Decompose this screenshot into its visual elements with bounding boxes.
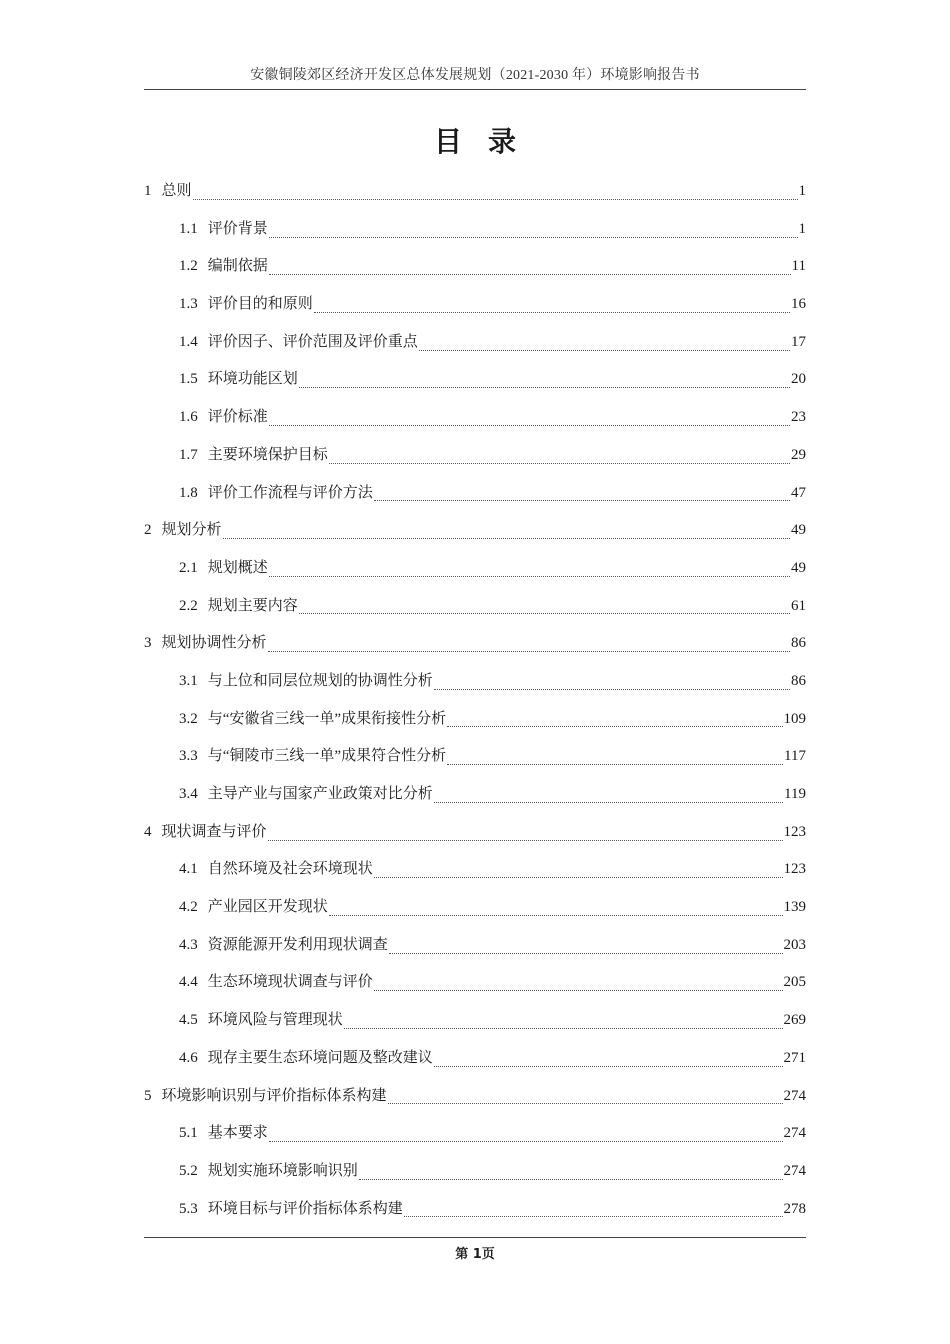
toc-entry-page: 1 (798, 183, 806, 199)
toc-chapter-entry[interactable] (144, 517, 806, 555)
table-of-contents (144, 178, 806, 1233)
dot-leader (269, 424, 790, 426)
toc-entry-page: 1 (798, 220, 806, 237)
toc-entry-number: 4.5 (179, 1012, 198, 1029)
page-number: 第 1页 (455, 1247, 495, 1262)
toc-entry-label: 环境功能区划 (207, 371, 298, 388)
toc-section-entry[interactable] (144, 1158, 806, 1196)
toc-section-entry[interactable] (144, 291, 806, 329)
toc-entry-number: 4.1 (179, 861, 198, 878)
dot-leader (269, 575, 790, 577)
toc-section-entry[interactable] (144, 442, 806, 480)
header-divider (144, 89, 806, 90)
toc-entry-page: 139 (783, 899, 806, 916)
toc-section-entry[interactable] (144, 856, 806, 894)
toc-section-entry[interactable] (144, 1196, 806, 1234)
toc-chapter-entry[interactable] (144, 178, 806, 216)
toc-entry-number: 4.4 (179, 974, 198, 991)
dot-leader (404, 1215, 783, 1217)
toc-entry-label: 环境目标与评价指标体系构建 (207, 1200, 403, 1217)
toc-entry-number: 1.6 (179, 409, 198, 426)
toc-entry-page: 274 (783, 1125, 806, 1142)
toc-section-entry[interactable] (144, 932, 806, 970)
toc-section-entry[interactable] (144, 555, 806, 593)
dot-leader (447, 725, 782, 727)
dot-leader (268, 650, 790, 652)
toc-entry-number: 1.8 (179, 484, 198, 501)
toc-entry-page: 109 (783, 710, 806, 727)
toc-entry-page: 271 (783, 1049, 806, 1066)
toc-entry-number: 3 (144, 635, 152, 652)
toc-entry-page: 61 (791, 597, 806, 614)
dot-leader (269, 236, 798, 238)
toc-entry-label: 资源能源开发利用现状调查 (207, 936, 388, 953)
toc-entry-page: 29 (791, 446, 806, 463)
toc-chapter-entry[interactable] (144, 819, 806, 857)
toc-entry-number: 5.2 (179, 1162, 198, 1179)
dot-leader (419, 349, 790, 351)
toc-entry-number: 4 (144, 823, 152, 840)
dot-leader (223, 537, 790, 539)
toc-entry-page: 49 (791, 522, 806, 539)
toc-entry-page: 205 (783, 974, 806, 991)
toc-entry-page: 47 (791, 484, 806, 501)
toc-entry-label: 与“安徽省三线一单”成果衔接性分析 (207, 710, 447, 727)
dot-leader (344, 1027, 783, 1029)
dot-leader (359, 1178, 783, 1180)
toc-entry-number: 2.1 (179, 559, 198, 576)
toc-entry-number: 4.3 (179, 936, 198, 953)
toc-section-entry[interactable] (144, 894, 806, 932)
toc-entry-label: 规划主要内容 (207, 597, 298, 614)
toc-entry-label: 规划概述 (207, 559, 268, 576)
toc-section-entry[interactable] (144, 404, 806, 442)
dot-leader (268, 839, 783, 841)
toc-entry-label: 自然环境及社会环境现状 (207, 861, 373, 878)
toc-entry-label: 与“铜陵市三线一单”成果符合性分析 (207, 748, 447, 765)
toc-entry-number: 2 (144, 522, 152, 539)
dot-leader (374, 499, 790, 501)
toc-entry-label: 评价目的和原则 (207, 296, 313, 313)
dot-leader (269, 273, 791, 275)
dot-leader (329, 914, 783, 916)
toc-entry-label: 编制依据 (207, 258, 268, 275)
toc-entry-page: 123 (783, 861, 806, 878)
dot-leader (193, 198, 798, 200)
toc-entry-label: 现状调查与评价 (161, 823, 267, 840)
toc-entry-label: 生态环境现状调查与评价 (207, 974, 373, 991)
dot-leader (314, 311, 790, 313)
dot-leader (434, 801, 783, 803)
toc-entry-page: 86 (791, 672, 806, 689)
dot-leader (388, 1102, 783, 1104)
toc-entry-number: 3.2 (179, 710, 198, 727)
toc-entry-label: 环境影响识别与评价指标体系构建 (161, 1087, 387, 1104)
toc-entry-number: 5.3 (179, 1200, 198, 1217)
toc-entry-label: 与上位和同层位规划的协调性分析 (207, 672, 433, 689)
toc-entry-page: 274 (783, 1087, 806, 1104)
toc-entry-page: 269 (783, 1012, 806, 1029)
toc-section-entry[interactable] (144, 668, 806, 706)
toc-entry-number: 4.2 (179, 899, 198, 916)
toc-entry-number: 3.4 (179, 786, 198, 802)
dot-leader (434, 1065, 783, 1067)
toc-entry-page: 17 (791, 333, 806, 350)
toc-entry-label: 总则 (161, 183, 192, 199)
dot-leader (329, 462, 790, 464)
toc-entry-page: 23 (791, 409, 806, 426)
toc-entry-number: 2.2 (179, 597, 198, 614)
toc-section-entry[interactable] (144, 743, 806, 781)
toc-section-entry[interactable] (144, 1120, 806, 1158)
toc-chapter-entry[interactable] (144, 630, 806, 668)
toc-entry-page: 117 (784, 748, 806, 765)
toc-entry-page: 11 (791, 258, 806, 275)
toc-entry-label: 规划协调性分析 (161, 635, 267, 652)
toc-section-entry[interactable] (144, 366, 806, 404)
toc-entry-label: 规划实施环境影响识别 (207, 1162, 358, 1179)
toc-section-entry[interactable] (144, 781, 806, 819)
toc-section-entry[interactable] (144, 253, 806, 291)
toc-entry-label: 规划分析 (161, 522, 222, 539)
toc-entry-number: 1.3 (179, 296, 198, 313)
toc-entry-page: 20 (791, 371, 806, 388)
toc-entry-page: 123 (783, 823, 806, 840)
toc-entry-label: 主导产业与国家产业政策对比分析 (207, 786, 433, 802)
toc-entry-label: 产业园区开发现状 (207, 899, 328, 916)
toc-section-entry[interactable] (144, 593, 806, 631)
toc-entry-page: 274 (783, 1162, 806, 1179)
dot-leader (389, 952, 783, 954)
toc-entry-number: 1.1 (179, 220, 198, 237)
toc-entry-page: 86 (791, 635, 806, 652)
dot-leader (434, 688, 790, 690)
toc-section-entry[interactable] (144, 1045, 806, 1083)
toc-entry-label: 评价背景 (207, 220, 268, 237)
dot-leader (447, 763, 783, 765)
toc-entry-page: 119 (784, 786, 806, 802)
toc-title: 目录 (433, 125, 542, 158)
toc-entry-number: 1.2 (179, 258, 198, 275)
toc-section-entry[interactable] (144, 480, 806, 518)
toc-entry-number: 5.1 (179, 1125, 198, 1142)
toc-entry-page: 49 (791, 559, 806, 576)
toc-section-entry[interactable] (144, 329, 806, 367)
toc-section-entry[interactable] (144, 969, 806, 1007)
toc-entry-label: 现存主要生态环境问题及整改建议 (207, 1049, 433, 1066)
footer-divider (144, 1237, 806, 1238)
dot-leader (374, 989, 783, 991)
toc-entry-label: 环境风险与管理现状 (207, 1012, 343, 1029)
toc-section-entry[interactable] (144, 216, 806, 254)
dot-leader (299, 386, 790, 388)
toc-entry-label: 主要环境保护目标 (207, 446, 328, 463)
toc-entry-label: 评价工作流程与评价方法 (207, 484, 373, 501)
dot-leader (374, 876, 783, 878)
toc-section-entry[interactable] (144, 1007, 806, 1045)
toc-entry-label: 基本要求 (207, 1125, 268, 1142)
toc-entry-page: 16 (791, 296, 806, 313)
dot-leader (299, 612, 790, 614)
toc-entry-number: 5 (144, 1087, 152, 1104)
dot-leader (269, 1140, 783, 1142)
toc-entry-number: 3.1 (179, 672, 198, 689)
toc-entry-number: 1 (144, 183, 152, 199)
toc-chapter-entry[interactable] (144, 1083, 806, 1121)
running-header: 安徽铜陵郊区经济开发区总体发展规划（2021-2030 年）环境影响报告书 (250, 68, 700, 83)
toc-entry-page: 278 (783, 1200, 806, 1217)
toc-section-entry[interactable] (144, 706, 806, 744)
toc-entry-label: 评价因子、评价范围及评价重点 (207, 333, 418, 350)
toc-entry-label: 评价标准 (207, 409, 268, 426)
toc-entry-number: 1.7 (179, 446, 198, 463)
toc-entry-number: 3.3 (179, 748, 198, 765)
toc-entry-page: 203 (783, 936, 806, 953)
toc-entry-number: 1.5 (179, 371, 198, 388)
toc-entry-number: 4.6 (179, 1049, 198, 1066)
toc-entry-number: 1.4 (179, 333, 198, 350)
